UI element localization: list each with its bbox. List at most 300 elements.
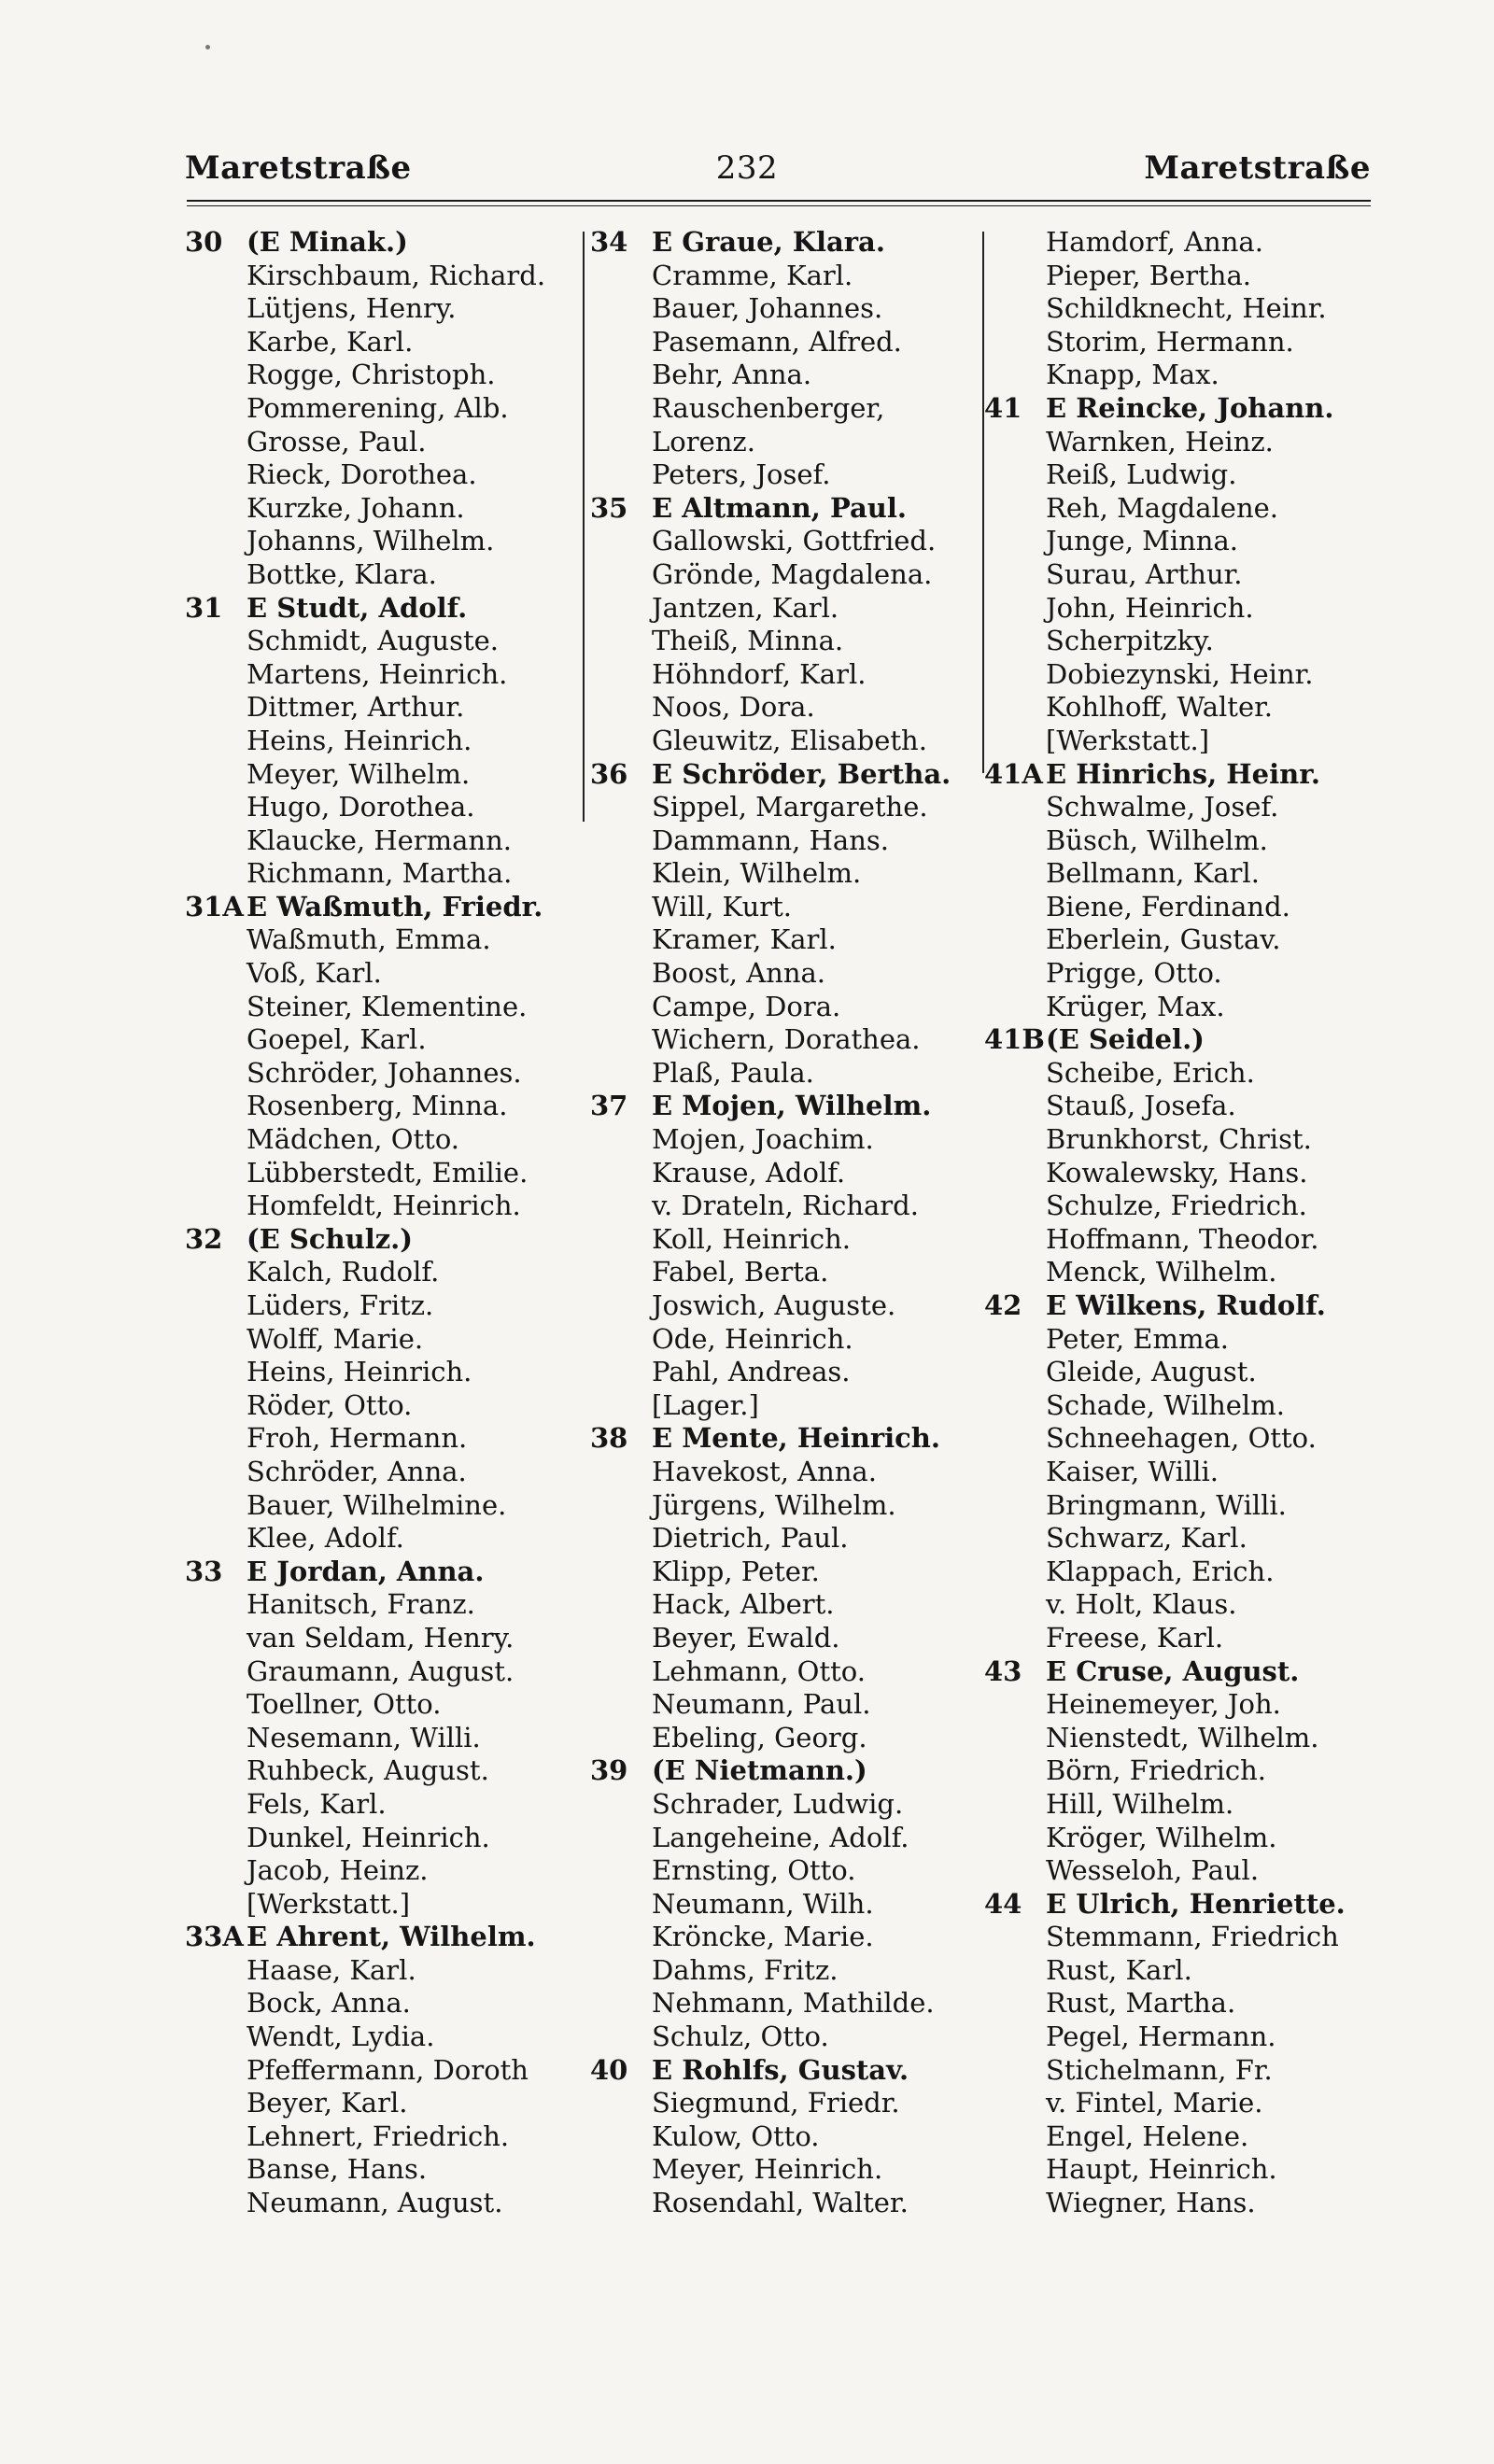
resident-name: Lorenz. [652, 425, 755, 458]
resident-name: Prigge, Otto. [1046, 957, 1222, 990]
directory-entry [984, 857, 1376, 891]
directory-entry [590, 492, 992, 526]
directory-entry [590, 1556, 992, 1589]
resident-name: Pfeffermann, Doroth [247, 2053, 529, 2086]
resident-name: E Wilkens, Rudolf. [1046, 1289, 1326, 1321]
column-2 [590, 226, 992, 2220]
resident-name: Rieck, Dorothea. [247, 458, 477, 491]
resident-name: Boost, Anna. [652, 957, 826, 990]
resident-name: Biene, Ferdinand. [1046, 890, 1290, 922]
resident-name: Mädchen, Otto. [247, 1123, 459, 1156]
directory-entry [185, 558, 577, 592]
resident-name: Sippel, Margarethe. [652, 791, 928, 824]
resident-name: Klipp, Peter. [652, 1555, 820, 1587]
directory-entry [984, 1854, 1376, 1888]
directory-entry [590, 1754, 992, 1788]
resident-name: Dobiezynski, Heinr. [1046, 657, 1314, 690]
directory-entry [590, 625, 992, 658]
directory-entry [590, 1356, 992, 1389]
resident-name: Bottke, Klara. [247, 557, 437, 590]
directory-entry [590, 1722, 992, 1755]
resident-name: Bauer, Wilhelmine. [247, 1488, 507, 1521]
resident-name: Fels, Karl. [247, 1787, 387, 1820]
directory-entry [984, 625, 1376, 658]
resident-name: [Werkstatt.] [247, 1887, 411, 1920]
resident-name: Schröder, Anna. [247, 1455, 467, 1487]
directory-entry [185, 1556, 577, 1589]
directory-entry [590, 1987, 992, 2020]
resident-name: van Seldam, Henry. [247, 1621, 514, 1654]
directory-entry [590, 2020, 992, 2054]
resident-name: Rust, Martha. [1046, 1987, 1236, 2020]
resident-name: v. Drateln, Richard. [652, 1190, 919, 1222]
directory-entry [590, 791, 992, 824]
directory-entry [590, 1688, 992, 1722]
directory-entry [590, 725, 992, 758]
house-number: 36 [590, 757, 628, 790]
resident-name: Kramer, Karl. [652, 923, 837, 956]
resident-name: Nehmann, Mathilde. [652, 1987, 935, 2020]
house-number: 31 [185, 591, 223, 624]
directory-entry [185, 891, 577, 924]
directory-entry [185, 1854, 577, 1888]
directory-entry [185, 2054, 577, 2088]
resident-name: Johanns, Wilhelm. [247, 525, 495, 557]
directory-entry [185, 1256, 577, 1289]
directory-entry [185, 492, 577, 526]
resident-name: Kurzke, Johann. [247, 491, 465, 524]
resident-name: Ode, Heinrich. [652, 1322, 853, 1355]
resident-name: Mojen, Joachim. [652, 1123, 874, 1156]
directory-entry [185, 2020, 577, 2054]
directory-entry [185, 426, 577, 459]
directory-entry [590, 1588, 992, 1622]
house-number: 30 [185, 226, 223, 258]
directory-entry [185, 658, 577, 692]
resident-name: Lüders, Fritz. [247, 1289, 434, 1321]
directory-entry [590, 558, 992, 592]
directory-entry [984, 1223, 1376, 1257]
resident-name: E Jordan, Anna. [247, 1555, 485, 1587]
resident-name: Heins, Heinrich. [247, 724, 472, 756]
directory-entry [590, 2187, 992, 2220]
resident-name: Röder, Otto. [247, 1388, 413, 1421]
directory-entry [984, 426, 1376, 459]
resident-name: Surau, Arthur. [1046, 557, 1243, 590]
resident-name: Scherpitzky. [1046, 625, 1214, 657]
resident-name: E Waßmuth, Friedr. [247, 890, 543, 922]
resident-name: Klappach, Erich. [1046, 1555, 1275, 1587]
resident-name: [Werkstatt.] [1046, 724, 1210, 756]
resident-name: Rauschenberger, [652, 391, 885, 424]
directory-entry [590, 1289, 992, 1323]
resident-name: Junge, Minna. [1046, 525, 1238, 557]
directory-entry [984, 891, 1376, 924]
resident-name: E Ulrich, Henriette. [1046, 1887, 1346, 1920]
directory-entry [185, 1157, 577, 1190]
resident-name: Hanitsch, Franz. [247, 1588, 475, 1621]
header-rule-top [187, 200, 1371, 202]
directory-entry [984, 1622, 1376, 1655]
column-3 [984, 226, 1376, 2220]
house-number: 41 [984, 391, 1022, 424]
resident-name: Jantzen, Karl. [652, 591, 839, 624]
directory-entry [185, 1622, 577, 1655]
directory-entry [590, 1489, 992, 1523]
directory-entry [185, 226, 577, 260]
house-number: 41B [984, 1023, 1045, 1056]
resident-name: Schwarz, Karl. [1046, 1522, 1247, 1555]
resident-name: E Schröder, Bertha. [652, 757, 951, 790]
directory-entry [185, 991, 577, 1024]
resident-name: Krüger, Max. [1046, 990, 1225, 1022]
resident-name: Bringmann, Willi. [1046, 1488, 1287, 1521]
directory-entry [590, 1422, 992, 1456]
house-number: 34 [590, 226, 628, 258]
resident-name: Gleuwitz, Elisabeth. [652, 724, 927, 756]
resident-name: E Studt, Adolf. [247, 591, 468, 624]
directory-entry [590, 359, 992, 392]
resident-name: Schulz, Otto. [652, 2020, 829, 2053]
resident-name: Cramme, Karl. [652, 259, 853, 291]
resident-name: Dahms, Fritz. [652, 1953, 839, 1986]
directory-entry [590, 1888, 992, 1922]
directory-entry [984, 791, 1376, 824]
resident-name: Wiegner, Hans. [1046, 2187, 1256, 2219]
directory-entry [590, 426, 992, 459]
resident-name: Martens, Heinrich. [247, 657, 508, 690]
directory-entry [590, 226, 992, 260]
directory-entry [185, 1289, 577, 1323]
resident-name: Voß, Karl. [247, 957, 382, 990]
directory-entry [984, 1057, 1376, 1091]
directory-entry [185, 1788, 577, 1822]
resident-name: Schade, Wilhelm. [1046, 1388, 1285, 1421]
directory-entry [185, 1888, 577, 1922]
resident-name: Siegmund, Friedr. [652, 2087, 900, 2119]
resident-name: Börn, Friedrich. [1046, 1754, 1267, 1787]
directory-entry [984, 725, 1376, 758]
directory-entry [984, 2020, 1376, 2054]
directory-entry [984, 957, 1376, 991]
directory-entry [185, 260, 577, 293]
resident-name: Banse, Hans. [247, 2153, 428, 2186]
resident-name: Pasemann, Alfred. [652, 325, 902, 358]
resident-name: Froh, Hermann. [247, 1422, 468, 1455]
resident-name: Wolff, Marie. [247, 1322, 424, 1355]
directory-entry [984, 1754, 1376, 1788]
directory-entry [185, 1356, 577, 1389]
house-number: 39 [590, 1754, 628, 1787]
resident-name: Warnken, Heinz. [1046, 425, 1274, 458]
directory-entry [984, 1588, 1376, 1622]
directory-entry [590, 1223, 992, 1257]
directory-entry [984, 923, 1376, 957]
resident-name: Pieper, Bertha. [1046, 259, 1251, 291]
directory-entry [984, 392, 1376, 426]
resident-name: John, Heinrich. [1046, 591, 1254, 624]
resident-name: Lehnert, Friedrich. [247, 2119, 510, 2152]
resident-name: Kirschbaum, Richard. [247, 259, 546, 291]
resident-name: Storim, Hermann. [1046, 325, 1294, 358]
resident-name: Noos, Dora. [652, 691, 815, 724]
resident-name: Rogge, Christoph. [247, 359, 496, 391]
house-number: 33A [185, 1921, 244, 1953]
directory-entry [984, 458, 1376, 492]
resident-name: Kowalewsky, Hans. [1046, 1156, 1308, 1189]
resident-name: Haupt, Heinrich. [1046, 2153, 1277, 2186]
resident-name: Stauß, Josefa. [1046, 1090, 1236, 1122]
directory-entry [185, 392, 577, 426]
resident-name: Campe, Dora. [652, 990, 841, 1022]
directory-entry [984, 2153, 1376, 2187]
directory-entry [984, 1456, 1376, 1489]
resident-name: [Lager.] [652, 1388, 759, 1421]
resident-name: Heins, Heinrich. [247, 1356, 472, 1388]
resident-name: Lütjens, Henry. [247, 292, 457, 325]
resident-name: E Mojen, Wilhelm. [652, 1090, 932, 1122]
directory-entry [984, 1788, 1376, 1822]
resident-name: Dammann, Hans. [652, 824, 889, 856]
resident-name: Pahl, Andreas. [652, 1356, 851, 1388]
resident-name: Schulze, Friedrich. [1046, 1190, 1307, 1222]
directory-entry [590, 260, 992, 293]
resident-name: Kulow, Otto. [652, 2119, 820, 2152]
resident-name: (E Minak.) [247, 226, 408, 258]
header-street-right: Maretstraße [1144, 149, 1371, 187]
directory-entry [590, 857, 992, 891]
directory-entry [984, 1422, 1376, 1456]
resident-name: Menck, Wilhelm. [1046, 1256, 1277, 1288]
resident-name: Lehmann, Otto. [652, 1654, 866, 1687]
resident-name: Dunkel, Heinrich. [247, 1821, 490, 1853]
resident-name: Goepel, Karl. [247, 1023, 427, 1056]
directory-entry [984, 658, 1376, 692]
directory-entry [185, 1389, 577, 1423]
directory-entry [590, 1389, 992, 1423]
resident-name: Hill, Wilhelm. [1046, 1787, 1234, 1820]
directory-entry [984, 1323, 1376, 1357]
resident-name: Gallowski, Gottfried. [652, 525, 937, 557]
resident-name: Klein, Wilhelm. [652, 857, 862, 890]
resident-name: Hack, Albert. [652, 1588, 835, 1621]
directory-entry [185, 1090, 577, 1123]
house-number: 35 [590, 491, 628, 524]
directory-entry [984, 2120, 1376, 2154]
directory-entry [185, 2120, 577, 2154]
header-rule-bottom [187, 205, 1371, 206]
resident-name: Rosenberg, Minna. [247, 1090, 508, 1122]
directory-entry [185, 592, 577, 626]
resident-name: Behr, Anna. [652, 359, 812, 391]
directory-entry [185, 1489, 577, 1523]
directory-entry [185, 1123, 577, 1157]
resident-name: Havekost, Anna. [652, 1455, 877, 1487]
directory-entry [185, 1456, 577, 1489]
directory-entry [185, 1057, 577, 1091]
directory-entry [984, 2187, 1376, 2220]
directory-entry [984, 558, 1376, 592]
resident-name: Ruhbeck, August. [247, 1754, 489, 1787]
directory-entry [590, 1256, 992, 1289]
resident-name: (E Seidel.) [1046, 1023, 1205, 1056]
resident-name: Ebeling, Georg. [652, 1721, 867, 1753]
directory-entry [185, 1688, 577, 1722]
directory-entry [984, 592, 1376, 626]
directory-entry [984, 758, 1376, 792]
directory-entry [984, 2087, 1376, 2120]
resident-name: Meyer, Wilhelm. [247, 757, 471, 790]
directory-entry [984, 359, 1376, 392]
resident-name: Karbe, Karl. [247, 325, 414, 358]
resident-name: E Reincke, Johann. [1046, 391, 1334, 424]
resident-name: E Mente, Heinrich. [652, 1422, 940, 1455]
house-number: 41A [984, 757, 1043, 790]
directory-entry [185, 1754, 577, 1788]
directory-entry [984, 326, 1376, 359]
directory-entry [185, 923, 577, 957]
directory-entry [590, 891, 992, 924]
directory-entry [984, 1522, 1376, 1556]
directory-entry [984, 1655, 1376, 1689]
directory-entry [185, 1190, 577, 1223]
resident-name: Steiner, Klementine. [247, 990, 528, 1022]
resident-name: Bauer, Johannes. [652, 292, 883, 325]
resident-name: Koll, Heinrich. [652, 1222, 852, 1255]
directory-entry [984, 1256, 1376, 1289]
directory-entry [185, 2087, 577, 2120]
resident-name: Neumann, Paul. [652, 1688, 871, 1721]
resident-name: Waßmuth, Emma. [247, 923, 491, 956]
directory-entry [984, 1688, 1376, 1722]
resident-name: Kröger, Wilhelm. [1046, 1821, 1277, 1853]
resident-name: Meyer, Heinrich. [652, 2153, 883, 2186]
resident-name: Stemmann, Friedrich [1046, 1921, 1339, 1953]
directory-entry [185, 725, 577, 758]
resident-name: Klaucke, Hermann. [247, 824, 512, 856]
directory-entry [590, 2120, 992, 2154]
resident-name: Schildknecht, Heinr. [1046, 292, 1327, 325]
resident-name: Pegel, Hermann. [1046, 2020, 1276, 2053]
resident-name: Schneehagen, Otto. [1046, 1422, 1317, 1455]
directory-entry [185, 1655, 577, 1689]
house-number: 38 [590, 1422, 628, 1455]
resident-name: Kröncke, Marie. [652, 1921, 874, 1953]
resident-name: Schröder, Johannes. [247, 1056, 522, 1089]
directory-entry [590, 691, 992, 725]
directory-entry [984, 1822, 1376, 1855]
resident-name: Ernsting, Otto. [652, 1854, 856, 1887]
directory-entry [590, 1655, 992, 1689]
directory-entry [185, 1588, 577, 1622]
resident-name: Graumann, August. [247, 1654, 514, 1687]
directory-entry [590, 1954, 992, 1988]
directory-entry [590, 1023, 992, 1057]
directory-entry [590, 1854, 992, 1888]
directory-entry [185, 691, 577, 725]
resident-name: (E Nietmann.) [652, 1754, 867, 1787]
resident-name: Schrader, Ludwig. [652, 1787, 904, 1820]
directory-entry [590, 525, 992, 558]
house-number: 32 [185, 1222, 223, 1255]
directory-entry [590, 2153, 992, 2187]
resident-name: Rosendahl, Walter. [652, 2187, 909, 2219]
resident-name: Will, Kurt. [652, 890, 792, 922]
resident-name: Scheibe, Erich. [1046, 1056, 1255, 1089]
directory-entry [984, 525, 1376, 558]
directory-entry [185, 1722, 577, 1755]
directory-entry [185, 1921, 577, 1954]
resident-name: Eberlein, Gustav. [1046, 923, 1281, 956]
directory-entry [590, 1788, 992, 1822]
directory-entry [590, 1323, 992, 1357]
resident-name: Krause, Adolf. [652, 1156, 846, 1189]
resident-name: Pommerening, Alb. [247, 391, 509, 424]
resident-name: Peter, Emma. [1046, 1322, 1229, 1355]
resident-name: Haase, Karl. [247, 1953, 416, 1986]
house-number: 33 [185, 1555, 223, 1587]
resident-name: Jürgens, Wilhelm. [652, 1488, 896, 1521]
house-number: 42 [984, 1289, 1022, 1321]
column-1 [185, 226, 577, 2220]
directory-entry [185, 326, 577, 359]
resident-name: E Hinrichs, Heinr. [1046, 757, 1320, 790]
directory-entry [590, 392, 992, 426]
resident-name: Heinemeyer, Joh. [1046, 1688, 1281, 1721]
directory-entry [185, 1522, 577, 1556]
directory-entry [590, 1090, 992, 1123]
directory-entry [984, 1157, 1376, 1190]
directory-entry [185, 824, 577, 858]
resident-name: Wesseloh, Paul. [1046, 1854, 1260, 1887]
directory-entry [984, 226, 1376, 260]
directory-entry [984, 1888, 1376, 1922]
page-number: 232 [715, 149, 779, 187]
resident-name: Reh, Magdalene. [1046, 491, 1279, 524]
directory-entry [185, 1954, 577, 1988]
resident-name: Schwalme, Josef. [1046, 791, 1279, 824]
resident-name: v. Fintel, Marie. [1046, 2087, 1263, 2119]
directory-entry [984, 292, 1376, 326]
resident-name: Rust, Karl. [1046, 1953, 1192, 1986]
directory-entry [185, 359, 577, 392]
directory-entry [590, 1157, 992, 1190]
resident-name: Fabel, Berta. [652, 1256, 829, 1288]
resident-name: Kalch, Rudolf. [247, 1256, 440, 1288]
house-number: 43 [984, 1654, 1022, 1687]
directory-entry [590, 292, 992, 326]
resident-name: Höhndorf, Karl. [652, 657, 867, 690]
directory-entry [590, 2087, 992, 2120]
resident-name: (E Schulz.) [247, 1222, 413, 1255]
directory-entry [185, 525, 577, 558]
resident-name: Beyer, Karl. [247, 2087, 408, 2119]
resident-name: E Rohlfs, Gustav. [652, 2053, 909, 2086]
resident-name: Richmann, Martha. [247, 857, 513, 890]
resident-name: Wichern, Dorathea. [652, 1023, 921, 1056]
house-number: 44 [984, 1887, 1022, 1920]
house-number: 31A [185, 890, 244, 922]
resident-name: Joswich, Auguste. [652, 1289, 896, 1321]
directory-entry [590, 458, 992, 492]
house-number: 40 [590, 2053, 628, 2086]
directory-entry [984, 1023, 1376, 1057]
directory-entry [185, 458, 577, 492]
directory-entry [590, 957, 992, 991]
directory-entry [984, 1921, 1376, 1954]
resident-name: Reiß, Ludwig. [1046, 458, 1237, 491]
resident-name: Homfeldt, Heinrich. [247, 1190, 521, 1222]
